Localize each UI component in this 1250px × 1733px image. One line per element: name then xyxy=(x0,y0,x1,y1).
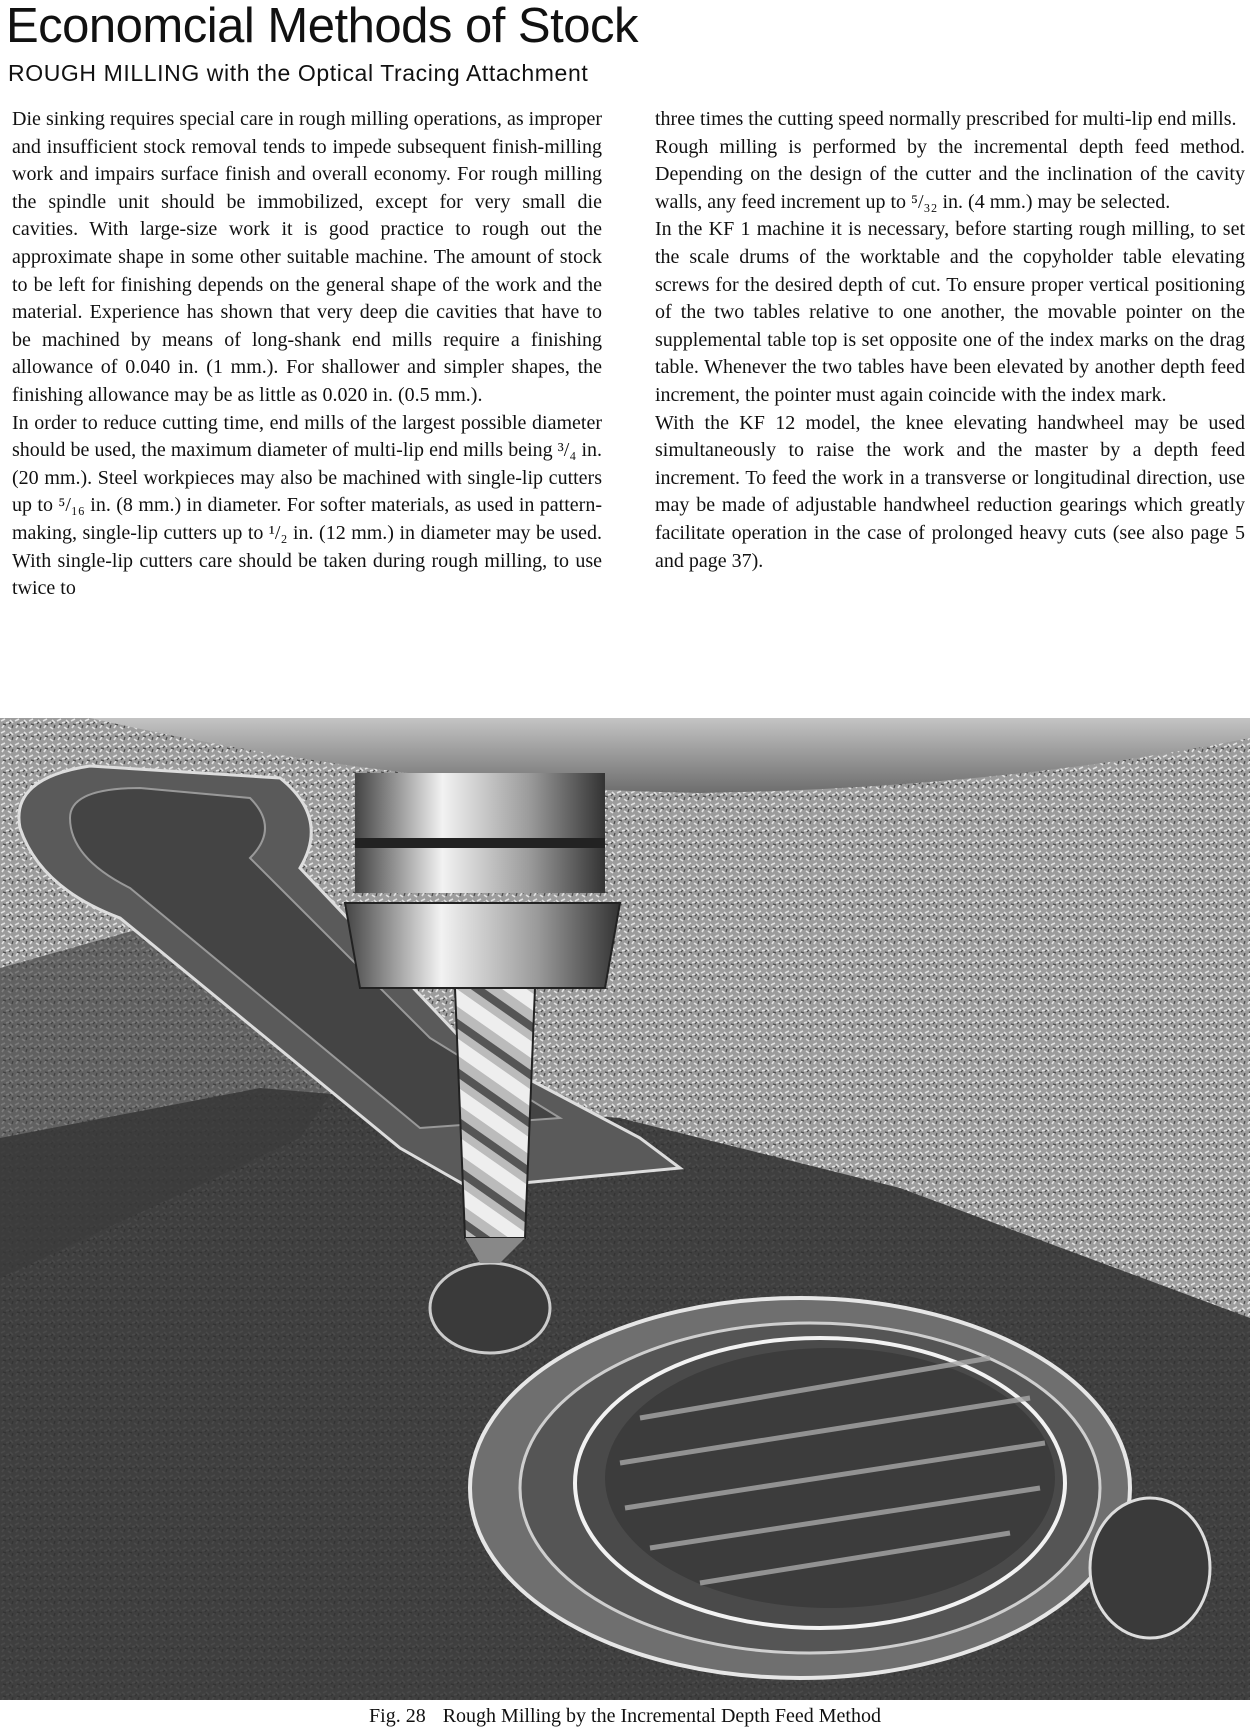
paragraph: In order to reduce cutting time, end mills of the largest possible diameter should be used, the maximum diameter of multi-lip end mills being ³/₄ in. (20 mm.). Steel workpieces may also be machined with single-lip cutters up to ⁵/₁₆ in. (8 mm.) in diameter. For softer materials, as used in pattern-making, single-lip cutters up to ¹/₂ in. (12 mm.) in diameter may be used. With single-lip cutters care should be taken during rough milling, to use twice to xyxy=(12,411,602,600)
figure-caption-text: Rough Milling by the Incremental Depth Feed Method xyxy=(442,1705,881,1727)
paragraph: Rough milling is performed by the incremental depth feed method. Depending on the design of the cutter and the inclination of the cavity walls, any feed increment up to ⁵/₃₂ in. (4 mm.) may be selected. xyxy=(655,135,1245,213)
page-subtitle: ROUGH MILLING with the Optical Tracing Attachment xyxy=(8,60,589,86)
milling-photograph xyxy=(0,718,1250,1700)
paragraph: three times the cutting speed normally prescribed for multi-lip end mills. xyxy=(655,108,1237,130)
figure-label: Fig. 28 xyxy=(369,1705,426,1727)
page-title: Economcial Methods of Stock xyxy=(6,0,638,53)
figure-caption xyxy=(0,1700,1250,1733)
paragraph: Die sinking requires special care in rough milling operations, as improper and insufficient stock removal tends to impede subsequent finish-milling work and impairs surface finish and overall economy. For rough milling the spindle unit should be immobilized, except for very small die cavities. With large-size work it is good practice to rough out the approximate shape in some other suitable machine. The amount of stock to be left for finishing depends on the general shape of the work and the material. Experience has shown that very deep die cavities that have to be machined by means of long-shank end mills require a finishing allowance of 0.040 in. (1 mm.). For shallower and simpler shapes, the finishing allowance may be as little as 0.020 in. (0.5 mm.). xyxy=(12,108,602,406)
paragraph: With the KF 12 model, the knee elevating handwheel may be used simultaneously to raise the work and the master by a depth feed increment. To feed the work in a transverse or longitudinal direction, use may be made of adjustable handwheel reduction gearings which greatly facilitate operation in the case of prolonged heavy cuts (see also page 5 and page 37). xyxy=(655,411,1245,572)
text-column-left xyxy=(12,106,602,603)
paragraph: In the KF 1 machine it is necessary, before starting rough milling, to set the scale drums of the worktable and the copyholder table elevating screws for the desired depth of cut. To ensure proper vertical positioning of the two tables relative to one another, the movable pointer on the supplemental table top is set opposite one of the index marks on the drag table. Whenever the two tables have been elevated by another depth feed increment, the pointer must again coincide with the index mark. xyxy=(655,218,1245,406)
text-column-right xyxy=(655,106,1245,575)
